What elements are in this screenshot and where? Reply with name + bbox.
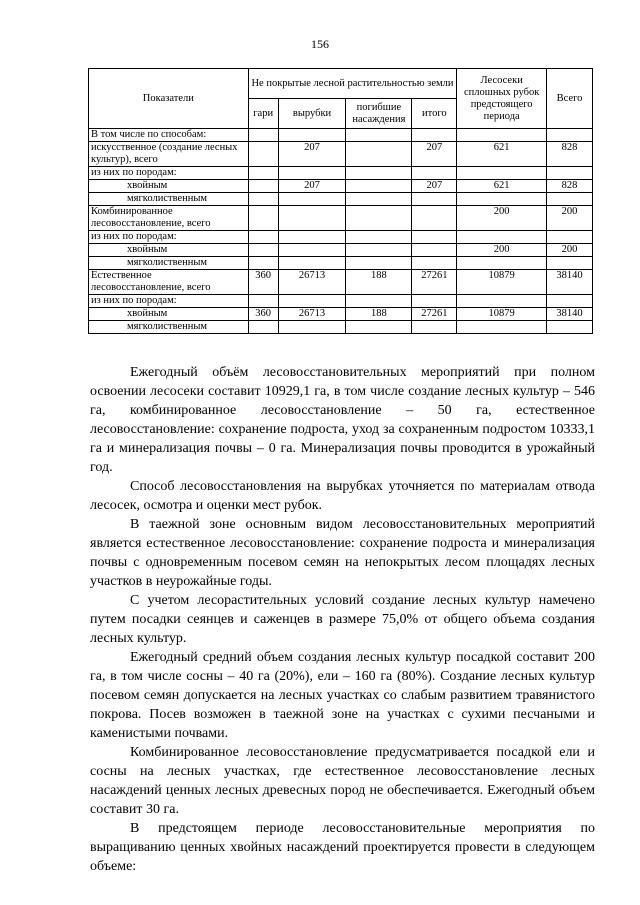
page-number: 156 [311,37,329,51]
header-subtotal: итого [412,99,457,129]
table-cell [278,244,346,257]
table-row [89,257,593,270]
header-cuttings: вырубки [278,99,346,129]
row-label: из них по породам: [89,295,249,308]
paragraph: В таежной зоне основным видом лесовосстановительных мероприятий является естественное лесовосстановление: сохранение подроста и минерализация почвы с одновременным посевом семян на непокрытых лесом площадях лесных участков в неурожайные годы. [90,517,595,589]
table-cell: 200 [547,244,593,257]
table-cell: 360 [248,308,278,321]
table-cell: 621 [457,142,547,167]
table-cell: 621 [457,180,547,193]
table-row [89,193,593,206]
paragraph: В предстоящем периоде лесовосстановительные мероприятия по выращиванию ценных хвойных насаждений проектируется провести в следующем объеме: [90,821,595,874]
table-cell: 26713 [278,270,346,295]
row-label: из них по породам: [89,167,249,180]
paragraph: Ежегодный объём лесовосстановительных мероприятий при полном освоении лесосеки составит 10929,1 га, в том числе создание лесных культур – 546 га, комбинированное лесовосстановление – 50 га, естественное лесовосстановление: сохранение подроста, уход за сохраненным подростом 10333,1 га и минерализация почвы – 0 га. Минерализация почвы проводится в урожайный год. [90,365,595,475]
table-cell [547,129,593,142]
table-cell [547,321,593,334]
table-cell: 188 [346,270,412,295]
table-cell: 27261 [412,270,457,295]
table-cell [346,142,412,167]
header-indicators: Показатели [89,69,249,129]
table-cell [412,206,457,231]
table-cell: 207 [278,142,346,167]
table-cell [412,193,457,206]
table-row [89,308,593,321]
table-cell [457,167,547,180]
table-cell [278,257,346,270]
table-cell: 38140 [547,270,593,295]
row-label: хвойным [89,308,249,321]
table-cell: 360 [248,270,278,295]
table-row [89,231,593,244]
table-cell [346,129,412,142]
table-row [89,129,593,142]
row-label: В том числе по способам: [89,129,249,142]
row-label: хвойным [89,180,249,193]
table-row [89,142,593,167]
table-cell: 200 [457,206,547,231]
table-cell [547,193,593,206]
header-dead-stands: погибшие насаждения [346,99,412,129]
table-cell [278,193,346,206]
table-cell [547,231,593,244]
table-cell [346,231,412,244]
table-cell [346,321,412,334]
table-cell: 10879 [457,270,547,295]
table-cell: 828 [547,180,593,193]
table-cell [248,231,278,244]
table-row [89,270,593,295]
row-label: мягколиственным [89,321,249,334]
table-cell [248,244,278,257]
header-uncovered-lands: Не покрытые лесной растительностью земли [248,69,457,99]
table-cell [412,167,457,180]
table-cell [248,167,278,180]
table-cell [346,180,412,193]
table-cell [248,321,278,334]
table-cell [457,129,547,142]
table-cell [278,295,346,308]
table-cell [412,295,457,308]
table-row [89,321,593,334]
table-row [89,244,593,257]
header-total: Всего [547,69,593,129]
table-cell: 207 [412,142,457,167]
table-cell [412,129,457,142]
table-cell [547,167,593,180]
table-cell: 207 [412,180,457,193]
table-cell: 27261 [412,308,457,321]
row-label: хвойным [89,244,249,257]
row-label: из них по породам: [89,231,249,244]
header-burns: гари [248,99,278,129]
table-cell [457,193,547,206]
paragraph: С учетом лесорастительных условий создание лесных культур намечено путем посадки сеянцев и саженцев в размере 75,0% от общего объема создания лесных культур. [90,593,595,646]
table-cell [248,257,278,270]
table-cell [248,295,278,308]
table-cell [278,231,346,244]
row-label: Комбинированное лесовосстановление, всего [89,206,249,231]
table-cell [278,206,346,231]
table-cell [457,321,547,334]
body-text [90,363,595,876]
table-cell: 200 [547,206,593,231]
table-cell [346,167,412,180]
table-cell [346,295,412,308]
table-cell [412,257,457,270]
table-row [89,167,593,180]
table-cell [547,257,593,270]
table-cell [248,129,278,142]
header-clearcut-areas: Лесосеки сплошных рубок предстоящего периода [457,69,547,129]
table-cell [346,257,412,270]
table-cell: 207 [278,180,346,193]
row-label: Естественное лесовосстановление, всего [89,270,249,295]
row-label: мягколиственным [89,193,249,206]
table-cell [412,231,457,244]
table-cell [248,142,278,167]
table-cell [248,180,278,193]
row-label: искусственное (создание лесных культур), всего [89,142,249,167]
table-cell [248,193,278,206]
table-cell [346,244,412,257]
table-cell: 188 [346,308,412,321]
table-cell [278,129,346,142]
table-cell: 38140 [547,308,593,321]
table-cell [346,193,412,206]
table-cell [547,295,593,308]
paragraph: Комбинированное лесовосстановление предусматривается посадкой ели и сосны на лесных участках, где естественное лесовосстановление лесных насаждений ценных лесных древесных пород не обеспечивается. Ежегодный объем составит 30 га. [90,745,595,817]
table-cell [278,167,346,180]
table-row [89,180,593,193]
table-cell [412,321,457,334]
table-cell [248,206,278,231]
paragraph: Способ лесовосстановления на вырубках уточняется по материалам отвода лесосек, осмотра и оценки мест рубок. [90,479,595,513]
table-cell: 828 [547,142,593,167]
table-cell: 10879 [457,308,547,321]
table-row [89,295,593,308]
table-cell: 200 [457,244,547,257]
table-cell [346,206,412,231]
table-cell [457,295,547,308]
table-cell [457,257,547,270]
paragraph: Ежегодный средний объем создания лесных культур посадкой составит 200 га, в том числе сосны – 40 га (20%), ели – 160 га (80%). Создание лесных культур посевом семян допускается на лесных участках со слабым развитием травянистого покрова. Посев возможен в таежной зоне на участках с сухими песчаными и каменистыми почвами. [90,650,595,741]
table-cell [457,231,547,244]
table-row [89,206,593,231]
table-cell [278,321,346,334]
reforestation-table [88,68,593,334]
table-cell [412,244,457,257]
row-label: мягколиственным [89,257,249,270]
table-cell: 26713 [278,308,346,321]
